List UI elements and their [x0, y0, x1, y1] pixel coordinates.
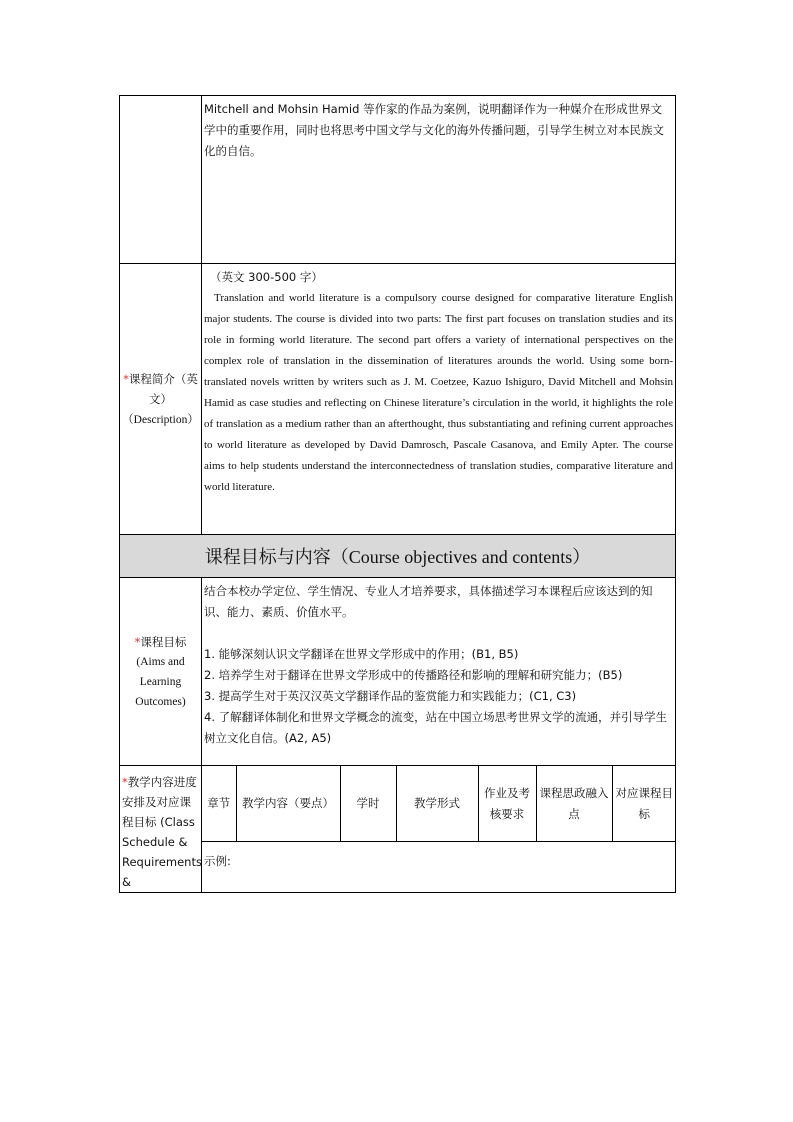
- section-header: [120, 535, 676, 578]
- objectives-label-cn: 课程目标: [140, 634, 187, 649]
- column-header: 对应课程目标: [612, 766, 676, 842]
- column-header: 教学内容（要点）: [236, 766, 340, 842]
- syllabus-table: [119, 95, 676, 893]
- description-content: [202, 264, 676, 535]
- column-header: 作业及考核要求: [478, 766, 536, 842]
- column-header: 教学形式: [396, 766, 478, 842]
- continuation-row: [120, 96, 676, 264]
- section-header-en: （Course objectives and contents）: [330, 547, 591, 567]
- schedule-row: [120, 766, 676, 893]
- required-star: *: [122, 775, 128, 789]
- description-body: Translation and world literature is a compulsory course designed for comparative literature English major students. The course is divided into two parts: The first part focuses on translation studies and its role in forming world literature. The second part offers a variety of international perspectives on the complex role of translation in the dissemination of literatures arounds the world. Using some born-translated novels written by writers such as J. M. Coetzee, Kazuo Ishiguro, David Mitchell and Mohsin Hamid as case studies and reflecting on Chinese literature’s circulation in the world, it highlights the role of translation as a medium rather than an afterthought, thus substantiating and refining current approaches to world literature as developed by David Damrosch, Pascale Casanova, and Emily Apter. The course aims to help students understand the interconnectedness of translation studies, comparative literature and world literature.: [204, 292, 673, 493]
- objectives-label-en: (Aims and Learning Outcomes): [135, 655, 186, 708]
- word-limit-note: （英文 300-500 字）: [210, 270, 323, 284]
- description-label-cn: 课程简介（英文）: [128, 371, 198, 406]
- required-star: *: [123, 371, 129, 386]
- schedule-content: [202, 766, 676, 893]
- schedule-header-row: [202, 766, 676, 842]
- column-header: 课程思政融入点: [536, 766, 612, 842]
- continuation-text: Mitchell and Mohsin Hamid 等作家的作品为案例，说明翻译作为一种媒介在形成世界文学中的重要作用，同时也将思考中国文学与文化的海外传播问题，引导学生树立对本民族文化的自信。: [202, 96, 676, 264]
- objectives-row: [120, 578, 676, 766]
- schedule-label-text: 教学内容进度安排及对应课程目标 (Class Schedule & Requirements &: [122, 775, 202, 889]
- continuation-label-cell: [120, 96, 202, 264]
- objectives-label: [120, 578, 202, 766]
- objectives-content: [202, 578, 676, 766]
- description-row: [120, 264, 676, 535]
- objective-item: 4. 了解翻译体制化和世界文学概念的流变，站在中国立场思考世界文学的流通，并引导学生树立文化自信。(A2, A5): [204, 710, 668, 745]
- objectives-intro: 结合本校办学定位、学生情况、专业人才培养要求，具体描述学习本课程后应该达到的知识、能力、素质、价值水平。: [204, 584, 653, 619]
- column-header: 学时: [340, 766, 396, 842]
- objective-item: 2. 培养学生对于翻译在世界文学形成中的传播路径和影响的理解和研究能力；(B5): [204, 668, 623, 682]
- schedule-label: [120, 766, 202, 893]
- schedule-table: [202, 766, 676, 842]
- description-label-en: （Description）: [122, 413, 199, 426]
- required-star: *: [134, 634, 141, 649]
- section-header-cn: 课程目标与内容: [204, 547, 331, 568]
- objective-item: 1. 能够深刻认识文学翻译在世界文学形成中的作用；(B1, B5): [204, 647, 519, 661]
- objective-item: 3. 提高学生对于英汉汉英文学翻译作品的鉴赏能力和实践能力；(C1, C3): [204, 689, 577, 703]
- description-label: [120, 264, 202, 535]
- section-header-row: [120, 535, 676, 578]
- column-header: 章节: [202, 766, 236, 842]
- course-syllabus-form: [119, 95, 675, 893]
- example-label: 示例:: [204, 854, 231, 868]
